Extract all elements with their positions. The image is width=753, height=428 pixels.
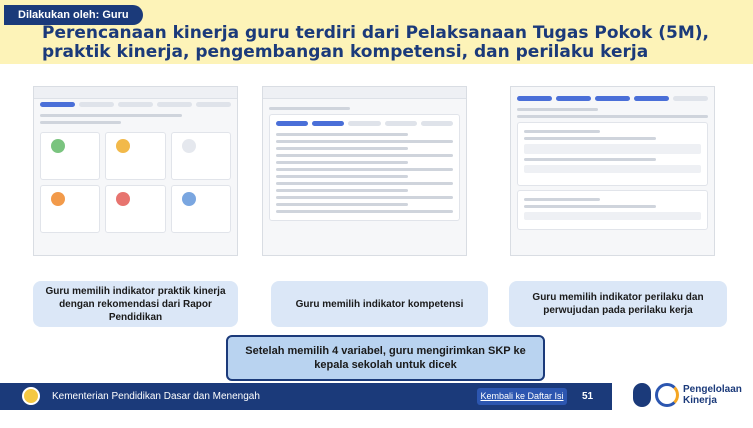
- actor-tag: Dilakukan oleh: Guru: [4, 5, 143, 25]
- caption-competency-indicators: Guru memilih indikator kompetensi: [271, 281, 488, 327]
- ministry-logo-icon: [22, 387, 40, 405]
- screenshot-behavior-indicators: [510, 86, 715, 256]
- footer-bar: [0, 383, 612, 410]
- back-to-contents-link[interactable]: Kembali ke Daftar Isi: [477, 388, 567, 405]
- brand-name-line2: Kinerja: [683, 395, 717, 406]
- brand-logo: [633, 381, 748, 411]
- submit-note: Setelah memilih 4 variabel, guru mengirimkan SKP ke kepala sekolah untuk dicek: [226, 335, 545, 381]
- screenshot-stepper: [34, 99, 237, 110]
- caption-behavior-indicators: Guru memilih indikator perilaku dan perwujudan pada perilaku kerja: [509, 281, 727, 327]
- brand-name: [683, 384, 742, 406]
- page-number: 51: [582, 391, 594, 402]
- ministry-name: Kementerian Pendidikan Dasar dan Menengah: [52, 391, 260, 402]
- screenshot-topbar: [263, 87, 466, 99]
- indicator-cards: [34, 128, 237, 237]
- screenshot-competency-indicators: [262, 86, 467, 256]
- caption-practice-indicators: Guru memilih indikator praktik kinerja dengan rekomendasi dari Rapor Pendidikan: [33, 281, 238, 327]
- slide-title: Perencanaan kinerja guru terdiri dari Pelaksanaan Tugas Pokok (5M), praktik kinerja, pengembangan kompetensi, dan perilaku kerja: [42, 23, 709, 62]
- screenshot-topbar: [34, 87, 237, 99]
- brand-mark-icon: [655, 383, 679, 407]
- brand-name-line1: Pengelolaan: [683, 384, 742, 395]
- seal-icon: [633, 383, 651, 407]
- screenshot-practice-indicators: [33, 86, 238, 256]
